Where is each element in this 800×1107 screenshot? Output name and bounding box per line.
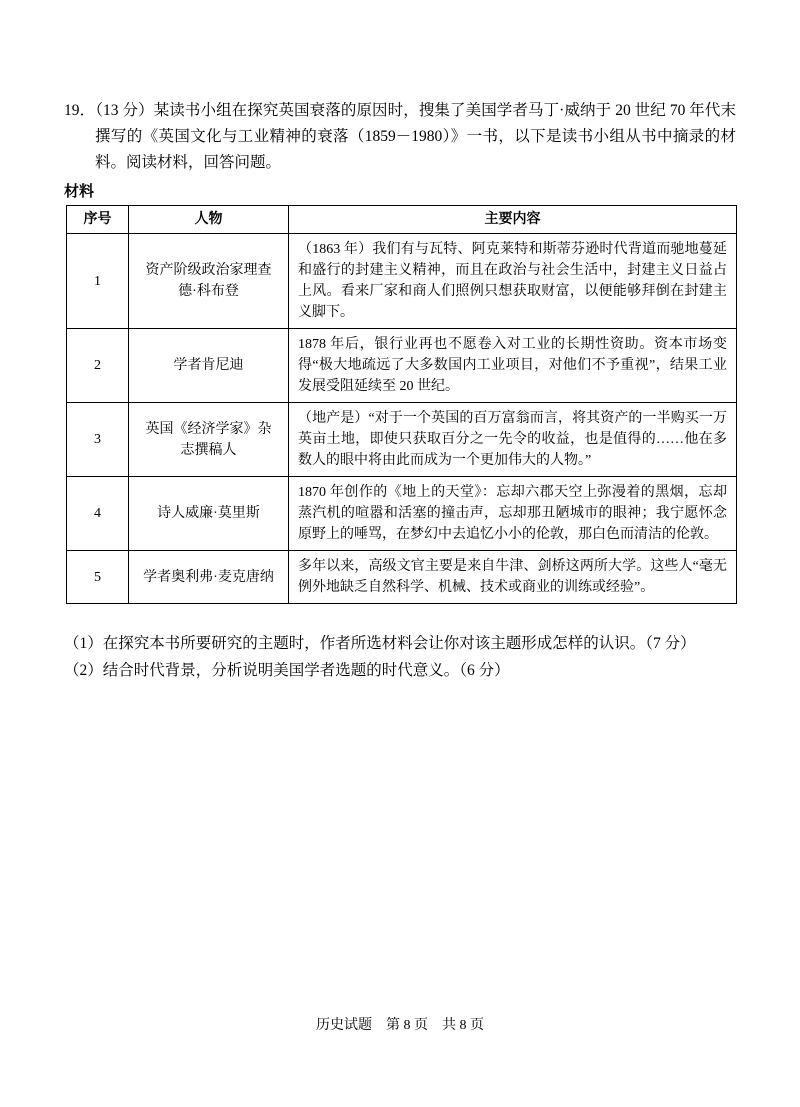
table-row (67, 477, 737, 551)
table-header-row (67, 206, 737, 234)
page-footer: 历史试题 第 8 页 共 8 页 (316, 1018, 484, 1033)
table-row (67, 329, 737, 403)
col-header-index: 序号 (67, 206, 129, 234)
sub-question-1: （1）在探究本书所要研究的主题时，作者所选材料会让你对该主题形成怎样的认识。（7 分） (64, 635, 696, 652)
material-table (66, 205, 737, 604)
content-cell: （地产是）“对于一个英国的百万富翁而言，将其资产的一半购买一万英亩土地，即使只获取百分之一先令的收益，也是值得的……他在多数人的眼中将由此而成为一个更加伟大的人物。” (289, 403, 737, 477)
row-index-cell: 5 (67, 551, 129, 604)
table-row (67, 551, 737, 604)
person-cell: 学者肯尼迪 (129, 329, 289, 403)
row-index-cell: 3 (67, 403, 129, 477)
person-cell: 诗人威廉·莫里斯 (129, 477, 289, 551)
content-cell: 多年以来，高级文官主要是来自牛津、剑桥这两所大学。这些人“毫无例外地缺乏自然科学、机械、技术或商业的训练或经验”。 (289, 551, 737, 604)
material-label: 材料 (64, 184, 95, 200)
table-row (67, 403, 737, 477)
row-index-cell: 1 (67, 234, 129, 329)
col-header-content: 主要内容 (289, 206, 737, 234)
content-cell: （1863 年）我们有与瓦特、阿克莱特和斯蒂芬逊时代背道而驰地蔓延和盛行的封建主义精神，而且在政治与社会生活中，封建主义日益占上风。看来厂家和商人们照例只想获取财富，以便能够拜倒在封建主义脚下。 (289, 234, 737, 329)
row-index-cell: 4 (67, 477, 129, 551)
person-cell: 英国《经济学家》杂志撰稿人 (129, 403, 289, 477)
person-cell: 资产阶级政治家理查德·科布登 (129, 234, 289, 329)
content-cell: 1878 年后，银行业再也不愿卷入对工业的长期性资助。资本市场变得“极大地疏远了大多数国内工业项目，对他们不予重视”，结果工业发展受阻延续至 20 世纪。 (289, 329, 737, 403)
person-cell: 学者奥利弗·麦克唐纳 (129, 551, 289, 604)
col-header-person: 人物 (129, 206, 289, 234)
question-stem: 19．（13 分）某读书小组在探究英国衰落的原因时，搜集了美国学者马丁·威纳于 20 世纪 70 年代末撰写的《英国文化与工业精神的衰落（1859－1980）》一书，以下是读书小组从书中摘录的材料。阅读材料，回答问题。 (64, 102, 736, 171)
sub-question-2: （2）结合时代背景，分析说明美国学者选题的时代意义。（6 分） (64, 662, 510, 679)
sub-questions (64, 630, 736, 684)
row-index-cell: 2 (67, 329, 129, 403)
table-row (67, 234, 737, 329)
content-cell: 1870 年创作的《地上的天堂》：忘却六郡天空上弥漫着的黑烟，忘却蒸汽机的喧嚣和活塞的撞击声，忘却那丑陋城市的眼神；我宁愿怀念原野上的唾骂，在梦幻中去追忆小小的伦敦，那白色而清洁的伦敦。 (289, 477, 737, 551)
